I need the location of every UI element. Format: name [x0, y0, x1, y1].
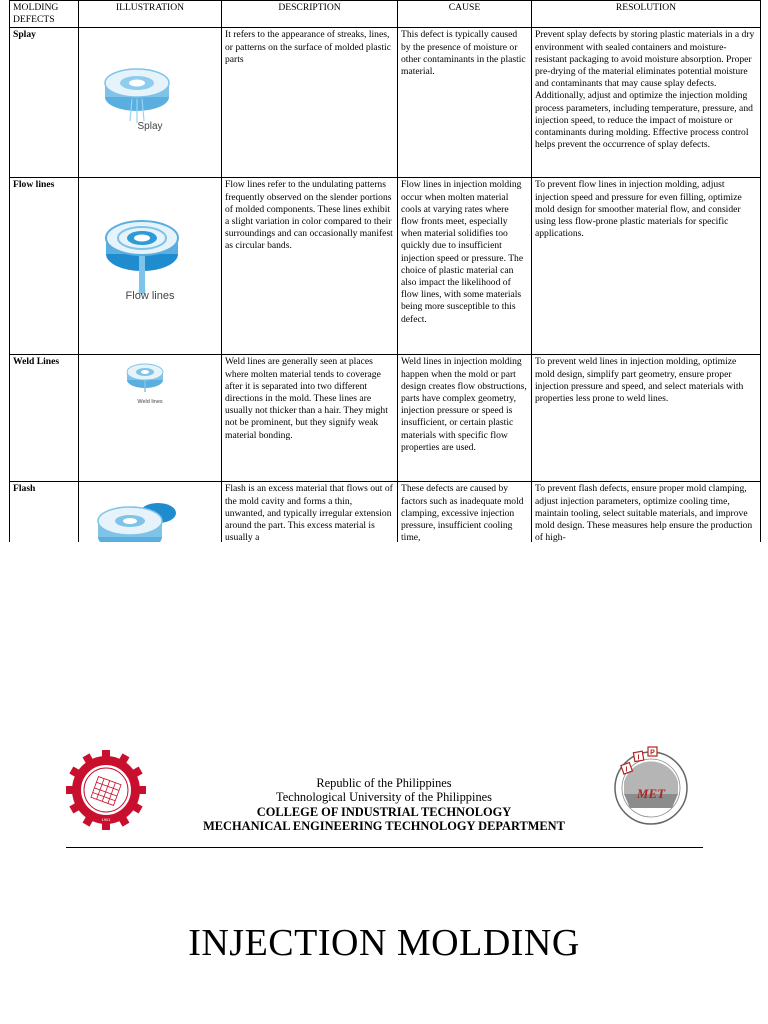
met-seal-icon — [608, 742, 694, 828]
met-letter-1: I — [625, 766, 628, 774]
table-row — [10, 482, 761, 542]
table-header-row — [10, 1, 761, 28]
resolution-weld-lines: To prevent weld lines in injection molding, optimize mold design, simplify part geometry, ensure proper injection pressure and speed, and select materials with properties less prone to weld lines. — [532, 355, 761, 482]
cause-flash: These defects are caused by factors such as inadequate mold clamping, excessive injection pressure, insufficient cooling time, — [398, 482, 532, 542]
cause-weld-lines: Weld lines in injection molding happen when the mold or part design creates flow obstructions, parts have complex geometry, injection pressure or speed is insufficient, or certain plastic materials with specific flow properties are used. — [398, 355, 532, 482]
table-row — [10, 355, 761, 482]
met-department-logo — [608, 742, 694, 828]
header-republic: Republic of the Philippines — [316, 776, 452, 790]
molding-defects-table — [9, 0, 761, 542]
met-letter-3: P — [650, 749, 655, 757]
met-letter-2: I — [637, 754, 640, 762]
description-flow-lines: Flow lines refer to the undulating patterns frequently observed on the slender portions of molded components. These lines exhibit a slight variation in color compared to their surroundings and can occasionally manifest as circular bands. — [222, 178, 398, 355]
table-row — [10, 28, 761, 178]
cause-flow-lines: Flow lines in injection molding occur when molten material cools at varying rates where flow fronts meet, especially when material solidifies too quickly due to insufficient injection speed or pressure. The choice of plastic material can also impact the likelihood of flow lines, with some materials being more susceptible to this defect. — [398, 178, 532, 355]
defect-name-splay: Splay — [10, 28, 79, 178]
tup-gear-seal-icon — [66, 750, 146, 830]
cause-splay: This defect is typically caused by the presence of moisture or other contaminants in the plastic material. — [398, 28, 532, 178]
description-splay: It refers to the appearance of streaks, lines, or patterns on the surface of molded plastic parts — [222, 28, 398, 178]
header-description: DESCRIPTION — [222, 1, 398, 28]
cover-page — [0, 542, 768, 1024]
header-university: Technological University of the Philippines — [276, 790, 492, 804]
flow-lines-illustration-label: Flow lines — [125, 290, 175, 303]
illustration-cell-flow-lines — [79, 178, 222, 355]
resolution-flash: To prevent flash defects, ensure proper mold clamping, adjust injection parameters, optimize cooling time, maintain tooling, select suitable materials, and improve mold design. These measures help ensure the production of high- — [532, 482, 761, 542]
splay-illustration-label: Splay — [137, 121, 163, 133]
met-emblem-text: MET — [636, 786, 666, 801]
splay-part-illustration — [102, 59, 172, 129]
resolution-splay: Prevent splay defects by storing plastic materials in a dry environment with sealed containers and moisture-resistant packaging to avoid moisture absorption. Proper pre-drying of the material eliminates potential moisture and contaminants that may cause splay defects. Additionally, adjust and optimize the injection molding process parameters, including temperature, pressure, and injection speed, to reduce the impact of moisture or contaminants during molding. Effective process control helps prevent the occurrence of splay defects. — [532, 28, 761, 178]
weld-lines-illustration-label: Weld lines — [137, 399, 163, 406]
flash-part-illustration — [92, 497, 182, 542]
defect-name-flash: Flash — [10, 482, 79, 542]
resolution-flow-lines: To prevent flow lines in injection molding, adjust injection speed and pressure for even filling, optimize mold design for smoother material flow, and consider using less flow-prone plastic materials for specific applications. — [532, 178, 761, 355]
defect-name-weld-lines: Weld Lines — [10, 355, 79, 482]
illustration-cell-splay — [79, 28, 222, 178]
defect-name-flow-lines: Flow lines — [10, 178, 79, 355]
header-resolution: RESOLUTION — [532, 1, 761, 28]
weld-lines-part-illustration — [125, 360, 165, 394]
tup-seal-logo — [66, 750, 146, 830]
flow-lines-part-illustration — [102, 212, 182, 296]
header-molding-defects: MOLDING DEFECTS — [10, 1, 79, 28]
header-illustration: ILLUSTRATION — [79, 1, 222, 28]
header-college: COLLEGE OF INDUSTRIAL TECHNOLOGY — [256, 805, 512, 819]
illustration-cell-flash — [79, 482, 222, 542]
table-row — [10, 178, 761, 355]
header-cause: CAUSE — [398, 1, 532, 28]
tup-seal-year: 1901 — [101, 817, 111, 822]
header-divider-line — [66, 847, 703, 848]
header-department: MECHANICAL ENGINEERING TECHNOLOGY DEPARTMENT — [203, 819, 565, 833]
illustration-cell-weld-lines — [79, 355, 222, 482]
document-title: INJECTION MOLDING — [188, 922, 580, 964]
description-flash: Flash is an excess material that flows out of the mold cavity and forms a thin, unwanted, and typically irregular extension around the part. This excess material is usually a — [222, 482, 398, 542]
description-weld-lines: Weld lines are generally seen at places where molten material tends to coverage after it is separated into two different directions in the mold. These lines are usually not thicker than a hair. They might not be prominent, but they signify weak material bonding. — [222, 355, 398, 482]
